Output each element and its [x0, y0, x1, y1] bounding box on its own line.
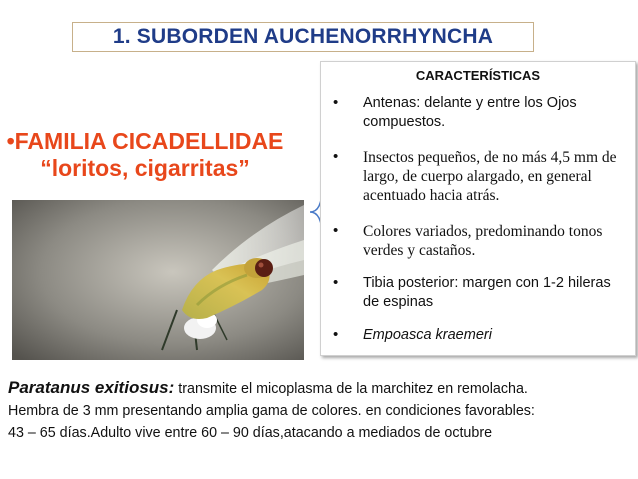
description-line-3: 43 – 65 días.Adulto vive entre 60 – 90 días,atacando a mediados de octubre [8, 425, 493, 441]
slide-title: 1. SUBORDEN AUCHENORRHYNCHA [112, 25, 494, 48]
description-text: transmite el micoplasma de la marchitez en remolacha. [174, 381, 528, 397]
description-line-2: Hembra de 3 mm presentando amplia gama de colores. en condiciones favorables: [8, 403, 535, 419]
characteristic-text: Insectos pequeños, de no más 4,5 mm de largo, de cuerpo alargado, en general acentuado hacia atrás. [363, 149, 617, 204]
characteristic-text: Empoasca kraemeri [363, 327, 492, 343]
species-name: Paratanus exitiosus: [8, 378, 175, 397]
characteristics-box [320, 61, 636, 356]
bullet: • [333, 222, 339, 239]
species-description [8, 377, 628, 444]
characteristic-text: Colores variados, predominando tonos verdes y castaños. [363, 223, 603, 259]
leafhopper-photo [12, 200, 304, 360]
family-common-names: “loritos, cigarritas” [40, 155, 250, 181]
family-name: •FAMILIA CICADELLIDAE [6, 128, 284, 154]
bullet: • [333, 148, 339, 165]
family-heading [0, 128, 290, 182]
bullet: • [333, 326, 339, 343]
bullet: • [333, 274, 339, 291]
characteristics-heading: CARACTERÍSTICAS [415, 68, 541, 83]
characteristic-text: Tibia posterior: margen con 1-2 hileras de espinas [363, 275, 611, 310]
description-line-1 [8, 377, 628, 400]
title-box [72, 22, 534, 52]
bullet: • [333, 94, 339, 111]
characteristic-text: Antenas: delante y entre los Ojos compuestos. [363, 95, 577, 130]
